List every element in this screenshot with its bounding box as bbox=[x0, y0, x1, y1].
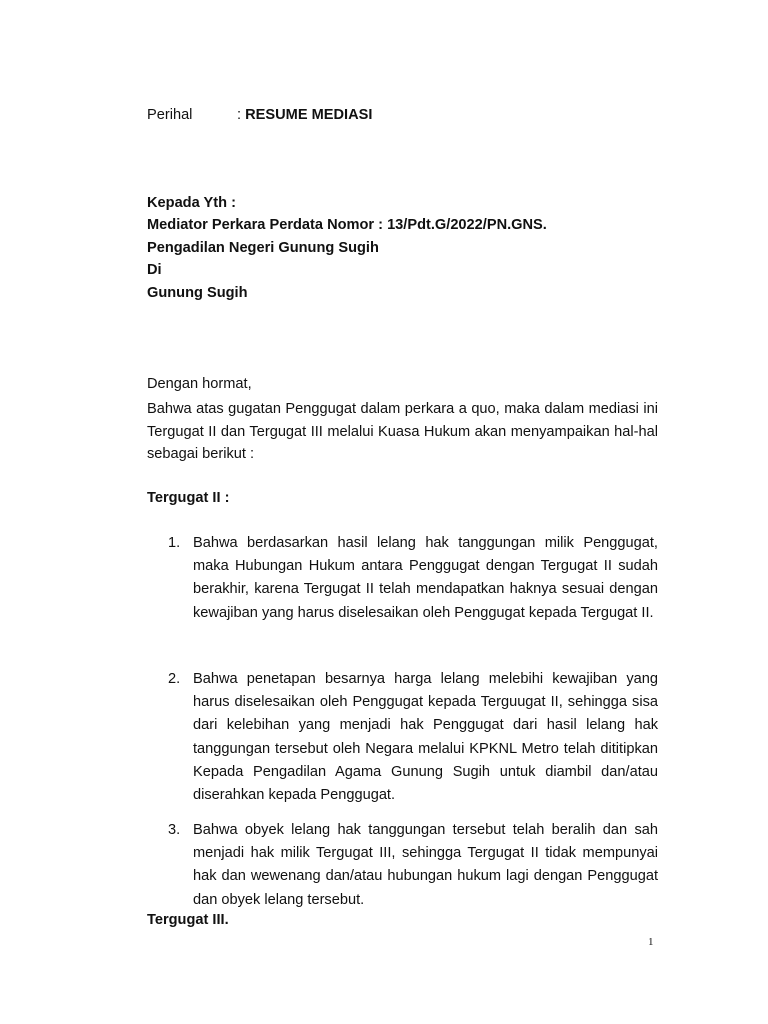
list-item bbox=[168, 819, 658, 912]
recipient-line-3: Pengadilan Negeri Gunung Sugih bbox=[147, 239, 379, 256]
recipient-block bbox=[147, 192, 547, 304]
subject-label: Perihal bbox=[147, 107, 193, 123]
recipient-line-4: Di bbox=[147, 262, 162, 279]
recipient-line-5: Gunung Sugih bbox=[147, 284, 248, 301]
subject-line bbox=[147, 107, 372, 123]
tergugat-2-heading: Tergugat II : bbox=[147, 490, 230, 506]
intro-paragraph: Bahwa atas gugatan Penggugat dalam perkara a quo, maka dalam mediasi ini Tergugat II dan Tergugat III melalui Kuasa Hukum akan menyampaikan hal-hal sebagai berikut : bbox=[147, 401, 658, 463]
salutation: Dengan hormat, bbox=[147, 376, 252, 392]
subject-separator: : bbox=[237, 107, 242, 123]
recipient-line-2: Mediator Perkara Perdata Nomor : 13/Pdt.G/2022/PN.GNS. bbox=[147, 217, 547, 234]
subject-value: RESUME MEDIASI bbox=[245, 107, 373, 123]
page-number: 1 bbox=[648, 936, 654, 948]
list-item-text: Bahwa penetapan besarnya harga lelang melebihi kewajiban yang harus diselesaikan oleh Penggugat kepada Terguugat II, sehingga sisa dari kelebihan yang menjadi hak Penggugat dari hasil lelang hak tanggungan tersebut oleh Negara melalui KPKNL Metro telah dititipkan Kepada Pengadilan Agama Gunung Sugih untuk diambil dan/atau diserahkan kepada Penggugat. bbox=[193, 671, 658, 804]
list-item-number: 2. bbox=[168, 671, 181, 687]
list-item-text: Bahwa obyek lelang hak tanggungan tersebut telah beralih dan sah menjadi hak milik Tergugat III, sehingga Tergugat II tidak mempunyai hak dan wewenang dan/atau hubungan hukum lagi dengan Penggugat dan obyek lelang tersebut. bbox=[193, 822, 658, 908]
tergugat-3-heading: Tergugat III. bbox=[147, 912, 229, 928]
list-item-number: 1. bbox=[168, 535, 181, 551]
recipient-line-1: Kepada Yth : bbox=[147, 195, 236, 211]
list-item-number: 3. bbox=[168, 822, 181, 838]
list-item bbox=[168, 668, 658, 807]
list-item-text: Bahwa berdasarkan hasil lelang hak tanggungan milik Penggugat, maka Hubungan Hukum antara Penggugat dengan Tergugat II sudah berakhir, karena Tergugat II telah mendapatkan haknya sesuai dengan kewajiban yang harus diselesaikan oleh Penggugat kepada Tergugat II. bbox=[193, 535, 658, 621]
list-item bbox=[168, 532, 658, 625]
